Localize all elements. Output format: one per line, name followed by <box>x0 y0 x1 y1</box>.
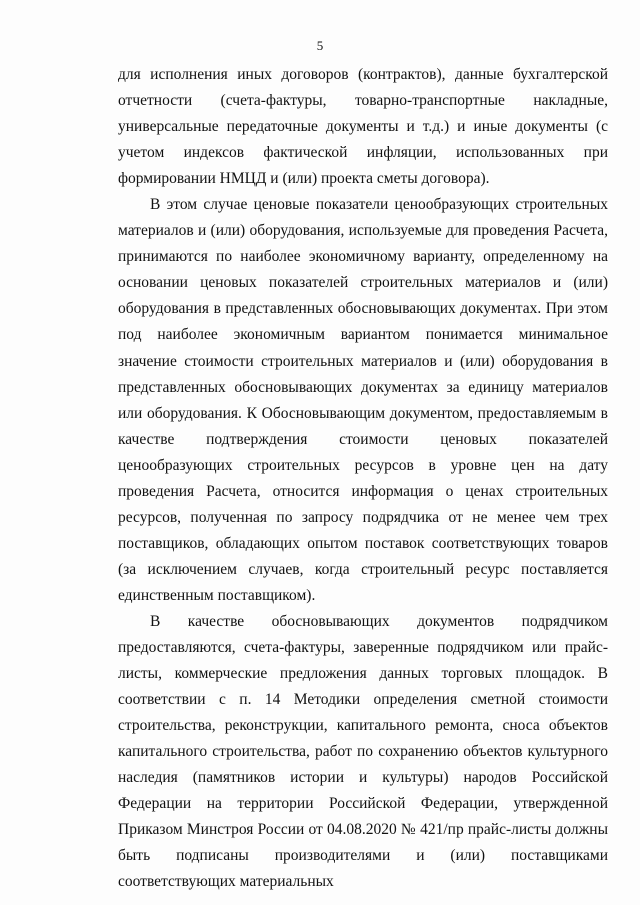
paragraph-continuation: для исполнения иных договоров (контрактов), данные бухгалтерской отчетности (счета-фактуры, товарно-транспортные накладные, универсальные передаточные документы и т.д.) и иные документы (с учетом индексов фактической инфляции, использованных при формировании НМЦД и (или) проекта сметы договора). <box>118 66 608 188</box>
page-number: 5 <box>316 38 324 53</box>
document-text-body <box>118 62 608 896</box>
paragraph-price-indicators: В этом случае ценовые показатели ценообразующих строительных материалов и (или) оборудования, используемые для проведения Расчета, принимаются по наиболее экономичному варианту, определенному на основании ценовых показателей строительных материалов и (или) оборудования в представленных обосновывающих документах. При этом под наиболее экономичным вариантом понимается минимальное значение стоимости строительных материалов и (или) оборудования в представленных обосновывающих документах за единицу материалов или оборудования. К Обосновывающим документом, предоставляемым в качестве подтверждения стоимости ценовых показателей ценообразующих строительных ресурсов в уровне цен на дату проведения Расчета, относится информация о ценах строительных ресурсов, полученная по запросу подрядчика от не менее чем трех поставщиков, обладающих опытом поставок соответствующих товаров (за исключением случаев, когда строительный ресурс поставляется единственным поставщиком). <box>118 196 608 604</box>
paragraph-supporting-documents: В качестве обосновывающих документов подрядчиком предоставляются, счета-фактуры, заверенные подрядчиком или прайс-листы, коммерческие предложения данных торговых площадок. В соответствии с п. 14 Методики определения сметной стоимости строительства, реконструкции, капитального ремонта, сноса объектов капитального строительства, работ по сохранению объектов культурного наследия (памятников истории и культуры) народов Российской Федерации на территории Российской Федерации, утвержденной Приказом Минстроя России от 04.08.2020 № 421/пр прайс-листы должны быть подписаны производителями и (или) поставщиками соответствующих материальных <box>118 612 608 891</box>
